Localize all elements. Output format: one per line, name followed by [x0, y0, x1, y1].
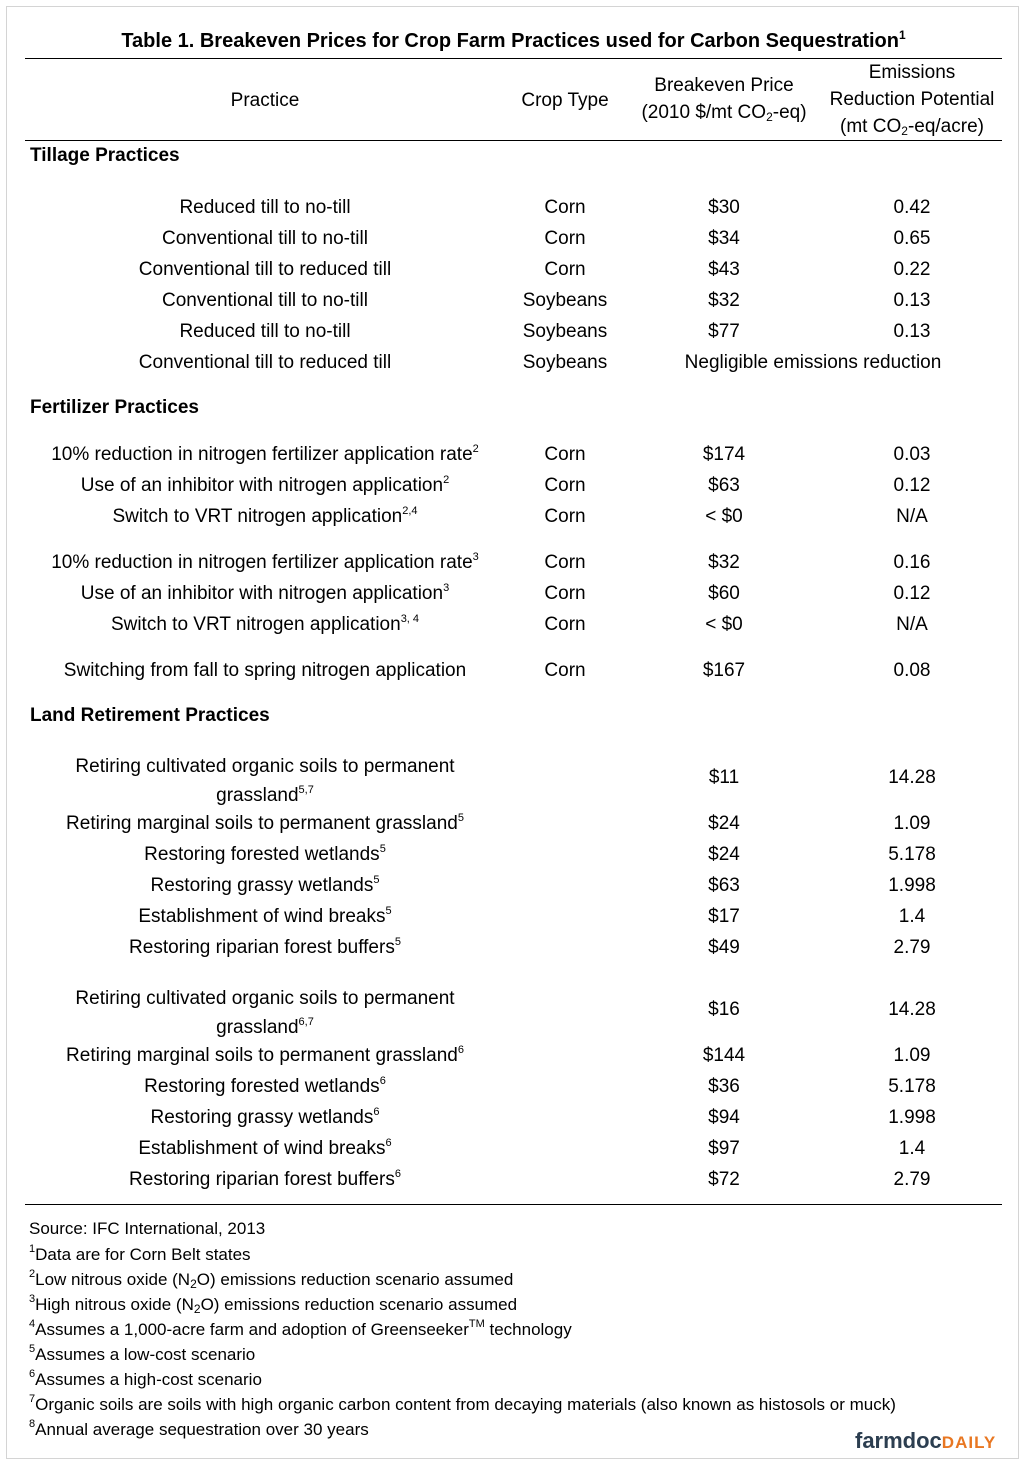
footnote-1: $^1$Data are for Corn Belt states: [29, 1243, 251, 1264]
practice-cell: Restoring riparian forest buffers$^5$: [129, 936, 401, 958]
breakeven-price-cell: $36: [708, 1076, 740, 1097]
breakeven-price-cell: $63: [708, 875, 740, 896]
footnote-5: $^5$Assumes a low-cost scenario: [29, 1343, 256, 1364]
header-crop-type: Crop Type: [521, 90, 609, 111]
emissions-reduction-cell: N/A: [896, 506, 928, 527]
breakeven-price-cell: $34: [708, 228, 740, 249]
emissions-reduction-cell: 1.998: [888, 1107, 936, 1128]
footnote-2: $^2$Low nitrous oxide $(N_2O)$ emissions reduction scenario assumed: [29, 1268, 514, 1291]
practice-line-1: Retiring cultivated organic soils to permanent: [75, 988, 455, 1009]
crop-type-cell: Corn: [544, 506, 586, 527]
section-fertilizer: Fertilizer Practices: [30, 397, 199, 418]
practice-cell: Restoring forested wetlands$^6$: [144, 1075, 386, 1097]
crop-type-cell: Corn: [544, 660, 586, 681]
practice-cell: Conventional till to reduced till: [138, 259, 392, 280]
crop-type-cell: Soybeans: [522, 321, 608, 342]
merged-note-cell: Negligible emissions reduction: [684, 352, 942, 373]
header-breakeven-price: Breakeven Price (2010 $/mt $CO_2-eq$): [641, 75, 807, 124]
breakeven-price-cell: $97: [708, 1138, 740, 1159]
breakeven-price-cell: $60: [708, 583, 740, 604]
footnote-3: $^3$High nitrous oxide $(N_2O)$ emissions reduction scenario assumed: [29, 1293, 518, 1316]
section-tillage: Tillage Practices: [30, 145, 180, 166]
breakeven-price-cell: $16: [708, 999, 740, 1020]
emissions-reduction-cell: 0.13: [893, 290, 931, 311]
practice-cell: 10% reduction in nitrogen fertilizer application rate$^2$: [51, 443, 479, 465]
emissions-reduction-cell: 0.12: [893, 475, 931, 496]
breakeven-price-cell: $49: [708, 937, 740, 958]
breakeven-price-cell: $94: [708, 1107, 740, 1128]
footnote-7: $^7$Organic soils are soils with high organic carbon content from decaying materials (also known as histosols or muck): [29, 1393, 896, 1414]
emissions-reduction-cell: 0.08: [893, 660, 931, 681]
figure-frame: [6, 6, 1019, 1459]
header-practice: Practice: [230, 90, 300, 111]
breakeven-price-cell: $72: [708, 1169, 740, 1190]
emissions-reduction-cell: 5.178: [888, 844, 936, 865]
farmdoc-daily-logo: farmdocDAILY: [855, 1428, 997, 1453]
breakeven-price-cell: $43: [708, 259, 740, 280]
breakeven-price-cell: $32: [708, 552, 740, 573]
practice-cell: Conventional till to no-till: [162, 228, 368, 249]
practice-cell: Restoring riparian forest buffers$^6$: [129, 1168, 401, 1190]
practice-cell: Use of an inhibitor with nitrogen application$^2$: [80, 474, 450, 496]
emissions-reduction-cell: 1.09: [893, 813, 931, 834]
practice-cell: Restoring forested wetlands$^5$: [144, 843, 386, 865]
practice-cell: Retiring marginal soils to permanent grassland$^5$: [66, 812, 464, 834]
emissions-reduction-cell: 0.16: [893, 552, 931, 573]
footnote-6: $^6$Assumes a high-cost scenario: [29, 1368, 262, 1389]
bottom-rule: [25, 1204, 1002, 1205]
practice-cell: Establishment of wind breaks$^5$: [138, 905, 392, 927]
emissions-reduction-cell: 14.28: [888, 767, 936, 788]
crop-type-cell: Corn: [544, 197, 586, 218]
breakeven-price-cell: $63: [708, 475, 740, 496]
crop-type-cell: Corn: [544, 552, 586, 573]
emissions-reduction-cell: 0.03: [893, 444, 931, 465]
practice-cell: Switching from fall to spring nitrogen application: [63, 660, 467, 681]
breakeven-price-cell: $167: [702, 660, 746, 681]
crop-type-cell: Soybeans: [522, 352, 608, 373]
breakeven-price-cell: $174: [702, 444, 746, 465]
emissions-reduction-cell: 1.09: [893, 1045, 931, 1066]
table-title: Table 1. Breakeven Prices for Crop Farm Practices used for Carbon Sequestration$^1$: [121, 28, 906, 52]
breakeven-price-cell: $11: [708, 767, 740, 788]
practice-line-2: grassland$^{5,7}$: [216, 784, 314, 806]
practice-cell: Establishment of wind breaks$^6$: [138, 1137, 392, 1159]
practice-cell: Conventional till to reduced till: [138, 352, 392, 373]
emissions-reduction-cell: 2.79: [893, 937, 931, 958]
practice-cell: Restoring grassy wetlands$^6$: [150, 1106, 380, 1128]
practice-cell: Reduced till to no-till: [179, 321, 351, 342]
breakeven-price-cell: < $0: [705, 506, 743, 527]
crop-type-cell: Corn: [544, 444, 586, 465]
breakeven-price-cell: $17: [708, 906, 740, 927]
crop-type-cell: Corn: [544, 614, 586, 635]
practice-cell: Retiring marginal soils to permanent grassland$^6$: [66, 1044, 464, 1066]
crop-type-cell: Corn: [544, 583, 586, 604]
breakeven-price-cell: $32: [708, 290, 740, 311]
emissions-reduction-cell: 0.42: [893, 197, 931, 218]
practice-cell: Conventional till to no-till: [162, 290, 368, 311]
crop-type-cell: Corn: [544, 259, 586, 280]
crop-type-cell: Soybeans: [522, 290, 608, 311]
practice-cell: Use of an inhibitor with nitrogen application$^3$: [80, 582, 450, 604]
emissions-reduction-cell: 0.22: [893, 259, 931, 280]
emissions-reduction-cell: 1.4: [898, 1138, 926, 1159]
emissions-reduction-cell: 0.65: [893, 228, 931, 249]
source-note: Source: IFC International, 2013: [29, 1219, 266, 1238]
practice-cell: Reduced till to no-till: [179, 197, 351, 218]
emissions-reduction-cell: 0.12: [893, 583, 931, 604]
breakeven-price-cell: $24: [708, 813, 740, 834]
emissions-reduction-cell: 2.79: [893, 1169, 931, 1190]
practice-cell: Restoring grassy wetlands$^5$: [150, 874, 380, 896]
breakeven-price-cell: $77: [708, 321, 740, 342]
practice-cell: 10% reduction in nitrogen fertilizer application rate$^3$: [51, 551, 479, 573]
emissions-reduction-cell: 5.178: [888, 1076, 936, 1097]
practice-cell: [25, 752, 505, 810]
emissions-reduction-cell: 1.998: [888, 875, 936, 896]
crop-type-cell: Corn: [544, 475, 586, 496]
practice-cell: [25, 984, 505, 1042]
practice-cell: Switch to VRT nitrogen application$^{3, 4}$: [110, 613, 420, 635]
breakeven-price-cell: < $0: [705, 614, 743, 635]
practice-line-2: grassland$^{6,7}$: [216, 1016, 314, 1038]
practice-cell: Switch to VRT nitrogen application$^{2,4}$: [112, 505, 418, 527]
footnote-4: $^4$Assumes a 1,000-acre farm and adoption of Greenseeker™ technology: [29, 1318, 572, 1339]
emissions-reduction-cell: 0.13: [893, 321, 931, 342]
header-emissions-reduction: Emissions Reduction Potential (mt $CO_2-eq/acre$): [829, 62, 995, 138]
section-land-retirement: Land Retirement Practices: [30, 705, 270, 726]
footnote-8: $^8$Annual average sequestration over 30 years: [29, 1418, 369, 1439]
breakeven-price-cell: $144: [702, 1045, 746, 1066]
emissions-reduction-cell: 1.4: [898, 906, 926, 927]
emissions-reduction-cell: N/A: [896, 614, 928, 635]
breakeven-price-cell: $24: [708, 844, 740, 865]
breakeven-price-cell: $30: [708, 197, 740, 218]
practice-line-1: Retiring cultivated organic soils to permanent: [75, 756, 455, 777]
emissions-reduction-cell: 14.28: [888, 999, 936, 1020]
header-rule: [25, 140, 1002, 141]
crop-type-cell: Corn: [544, 228, 586, 249]
